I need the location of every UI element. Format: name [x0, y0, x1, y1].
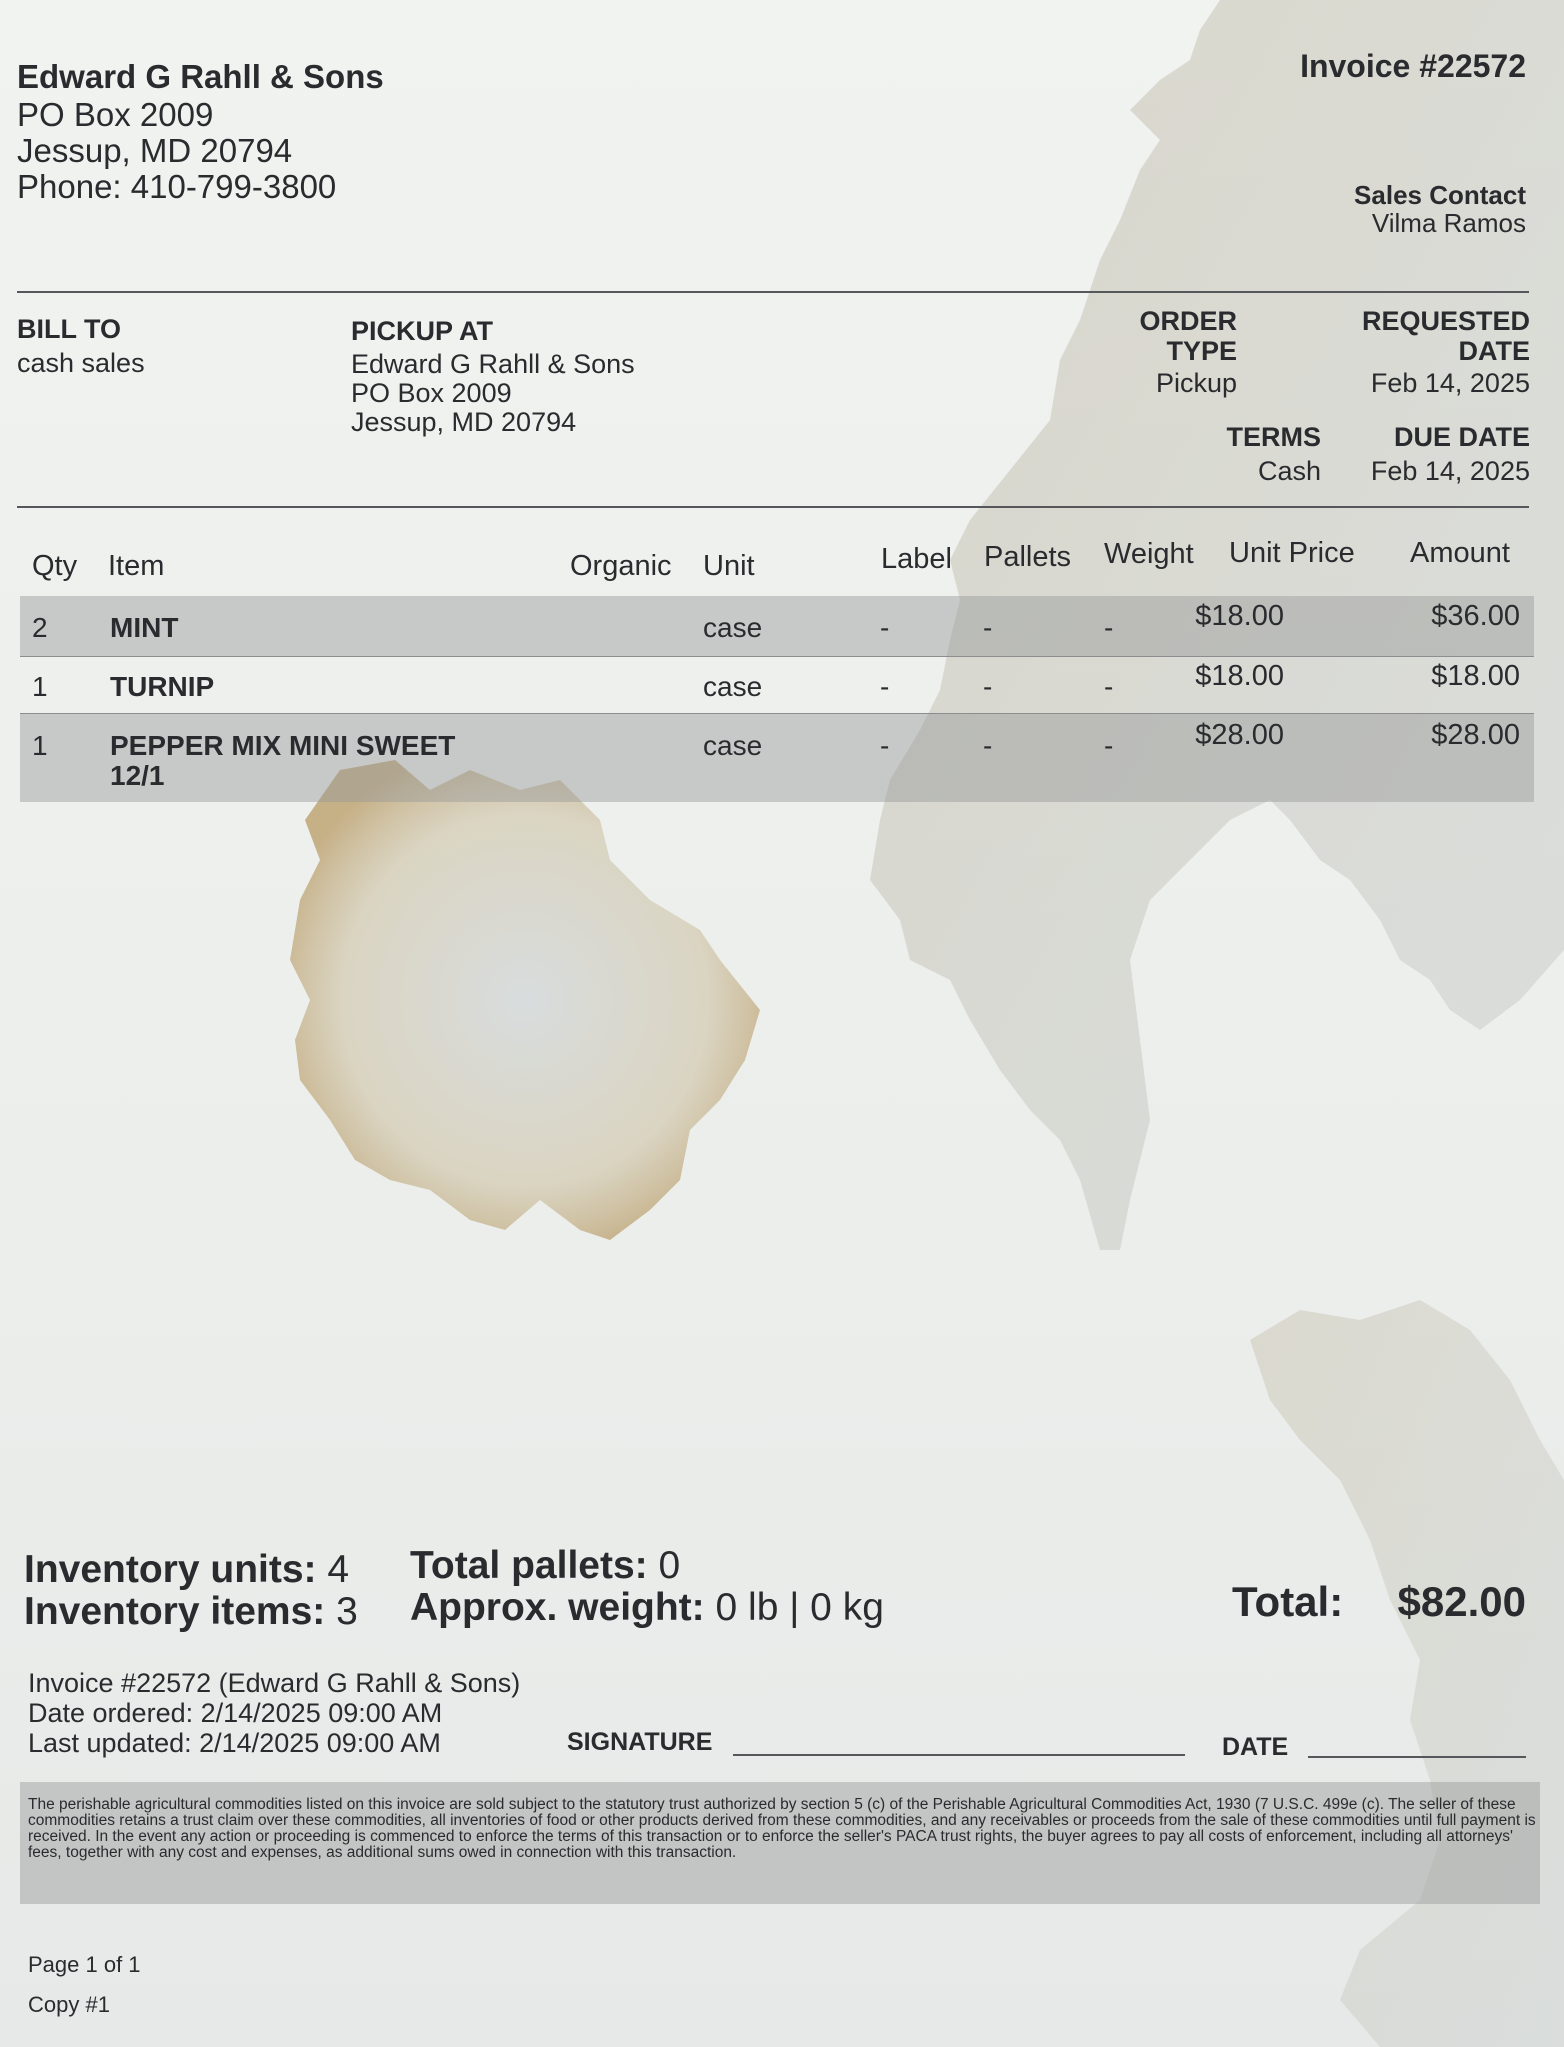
row-qty: 1 — [32, 671, 48, 702]
signature-line — [733, 1754, 1185, 1756]
copy-number: Copy #1 — [28, 1992, 110, 2017]
pickup-at-line3: Jessup, MD 20794 — [351, 407, 577, 437]
requested-date-label-2: DATE — [1458, 336, 1530, 366]
seller-address-line1: PO Box 2009 — [17, 96, 214, 133]
sales-contact-name: Vilma Ramos — [1371, 208, 1526, 238]
approx-weight-label: Approx. weight: — [410, 1586, 705, 1629]
inventory-units-value: 4 — [327, 1548, 350, 1591]
seller-address-line2: Jessup, MD 20794 — [17, 132, 293, 169]
bill-to-label: BILL TO — [17, 314, 122, 344]
row-amount: $18.00 — [1431, 660, 1520, 692]
inventory-items-label: Inventory items: — [24, 1590, 326, 1633]
col-header-pallets: Pallets — [984, 541, 1072, 573]
seller-name: Edward G Rahll & Sons — [17, 58, 384, 95]
seller-phone: Phone: 410-799-3800 — [17, 168, 337, 205]
page-number: Page 1 of 1 — [28, 1952, 141, 1977]
footer-date-ordered: Date ordered: 2/14/2025 09:00 AM — [28, 1698, 443, 1728]
col-header-unit: Unit — [703, 550, 755, 582]
legal-notice: The perishable agricultural commodities listed on this invoice are sold subject to the statutory trust authorized by section 5 (c) of the Perishable Agricultural Commodities Act, 1930 (7 U.S.C. 499e (c). The seller of these commodities retains a trust claim over these commodities, all inventories of food or other products derived from these commodities, and any receivables or proceeds from the sale of these commodities until full payment is received. In the event any action or proceeding is commenced to enforce the terms of this transaction or to enforce the seller's PACA trust rights, the buyer agrees to pay all costs of enforcement, including all attorneys' fees, together with any cost and expenses, as additional sums owed in connection with this transaction. — [28, 1796, 1536, 1861]
row-unit-price: $28.00 — [1195, 719, 1284, 751]
stain-right-lower — [1250, 1300, 1564, 2047]
row-divider-1 — [20, 656, 1534, 657]
row-qty: 2 — [32, 612, 48, 643]
footer-invoice-line: Invoice #22572 (Edward G Rahll & Sons) — [28, 1668, 521, 1698]
row-unit: case — [703, 730, 763, 761]
order-type-label-1: ORDER — [1139, 306, 1237, 336]
requested-date-label-1: REQUESTED — [1361, 306, 1530, 336]
row-unit-price: $18.00 — [1195, 600, 1284, 632]
sales-contact-label: Sales Contact — [1354, 180, 1526, 210]
row-unit: case — [703, 612, 763, 643]
row-unit: case — [703, 671, 763, 702]
order-type-value: Pickup — [1155, 368, 1237, 398]
approx-weight-value: 0 lb | 0 kg — [715, 1586, 884, 1629]
col-header-label: Label — [881, 543, 952, 575]
info-divider — [17, 506, 1529, 508]
col-header-unit-price: Unit Price — [1229, 537, 1355, 569]
date-line — [1308, 1756, 1526, 1758]
row-item: PEPPER MIX MINI SWEET — [110, 730, 456, 761]
row-weight: - — [1104, 612, 1114, 643]
bill-to-value: cash sales — [17, 348, 145, 378]
row-weight: - — [1104, 730, 1114, 761]
row-amount: $36.00 — [1431, 600, 1520, 632]
row-amount: $28.00 — [1431, 719, 1520, 751]
row-item: TURNIP — [110, 671, 215, 702]
row-label: - — [880, 730, 890, 761]
pickup-at-line2: PO Box 2009 — [351, 378, 512, 408]
total-pallets-label: Total pallets: — [410, 1544, 648, 1587]
pickup-at-label: PICKUP AT — [351, 316, 494, 346]
total-value: $82.00 — [1397, 1578, 1526, 1625]
row-label: - — [880, 671, 890, 702]
row-pallets: - — [983, 730, 993, 761]
col-header-weight: Weight — [1104, 538, 1194, 570]
row-weight: - — [1104, 671, 1114, 702]
row-pallets: - — [983, 671, 993, 702]
pickup-at-line1: Edward G Rahll & Sons — [351, 349, 635, 379]
due-date-label: DUE DATE — [1393, 422, 1530, 452]
date-label: DATE — [1222, 1733, 1289, 1761]
invoice-number-heading: Invoice #22572 — [1300, 48, 1526, 84]
total-label: Total: — [1232, 1578, 1344, 1625]
total-pallets-value: 0 — [658, 1544, 681, 1587]
inventory-units-label: Inventory units: — [24, 1548, 317, 1591]
row-label: - — [880, 612, 890, 643]
col-header-qty: Qty — [32, 550, 78, 582]
row-band-1 — [20, 596, 1534, 656]
col-header-organic: Organic — [570, 550, 672, 582]
row-pallets: - — [983, 612, 993, 643]
row-qty: 1 — [32, 730, 48, 761]
footer-last-updated: Last updated: 2/14/2025 09:00 AM — [28, 1728, 441, 1758]
signature-label: SIGNATURE — [567, 1728, 713, 1756]
stain-blob-left — [290, 760, 760, 1240]
terms-label: TERMS — [1226, 422, 1321, 452]
row-item-line2: 12/1 — [110, 760, 165, 791]
inventory-items-value: 3 — [336, 1590, 358, 1633]
order-type-label-2: TYPE — [1166, 336, 1237, 366]
row-item: MINT — [110, 612, 179, 643]
col-header-item: Item — [108, 550, 165, 582]
due-date-value: Feb 14, 2025 — [1370, 456, 1530, 486]
header-divider — [17, 291, 1529, 293]
terms-value: Cash — [1257, 456, 1321, 486]
col-header-amount: Amount — [1410, 537, 1510, 569]
row-unit-price: $18.00 — [1195, 660, 1284, 692]
requested-date-value: Feb 14, 2025 — [1370, 368, 1530, 398]
